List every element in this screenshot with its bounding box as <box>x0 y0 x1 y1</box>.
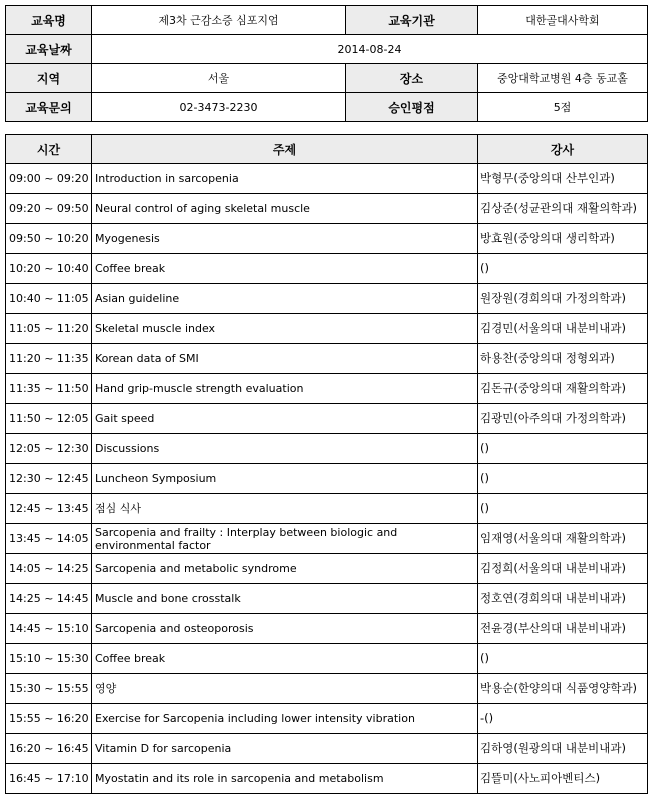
schedule-header-row <box>6 135 648 164</box>
time-cell: 09:20 ~ 09:50 <box>6 194 92 224</box>
time-cell: 12:30 ~ 12:45 <box>6 464 92 494</box>
table-row <box>6 434 648 464</box>
speaker-cell: 김하영(원광의대 내분비내과) <box>478 734 648 764</box>
speaker-cell: 김광민(아주의대 가정의학과) <box>478 404 648 434</box>
table-row <box>6 464 648 494</box>
table-row <box>6 314 648 344</box>
speaker-cell: () <box>478 434 648 464</box>
topic-cell: Korean data of SMI <box>92 344 478 374</box>
topic-cell: Myostatin and its role in sarcopenia and metabolism <box>92 764 478 794</box>
time-cell: 10:40 ~ 11:05 <box>6 284 92 314</box>
speaker-cell: 박용순(한양의대 식품영양학과) <box>478 674 648 704</box>
speaker-cell: 김뜰미(사노피아벤티스) <box>478 764 648 794</box>
table-row <box>6 374 648 404</box>
topic-cell: Myogenesis <box>92 224 478 254</box>
table-row <box>6 404 648 434</box>
info-row-contact <box>6 93 648 122</box>
table-row <box>6 194 648 224</box>
topic-cell: Vitamin D for sarcopenia <box>92 734 478 764</box>
region-value: 서울 <box>92 64 346 93</box>
time-column-header: 시간 <box>6 135 92 164</box>
table-row <box>6 164 648 194</box>
speaker-cell: 원장원(경희의대 가정의학과) <box>478 284 648 314</box>
time-cell: 15:10 ~ 15:30 <box>6 644 92 674</box>
course-info-table <box>5 5 648 122</box>
time-cell: 11:20 ~ 11:35 <box>6 344 92 374</box>
schedule-body <box>6 164 648 794</box>
table-row <box>6 524 648 554</box>
time-cell: 14:25 ~ 14:45 <box>6 584 92 614</box>
speaker-cell: 김상준(성균관의대 재활의학과) <box>478 194 648 224</box>
time-cell: 14:05 ~ 14:25 <box>6 554 92 584</box>
time-cell: 14:45 ~ 15:10 <box>6 614 92 644</box>
info-row-location <box>6 64 648 93</box>
topic-cell: Introduction in sarcopenia <box>92 164 478 194</box>
speaker-cell: 임재영(서울의대 재활의학과) <box>478 524 648 554</box>
topic-cell: Discussions <box>92 434 478 464</box>
time-cell: 16:20 ~ 16:45 <box>6 734 92 764</box>
topic-cell: Sarcopenia and frailty : Interplay between biologic and environmental factor <box>92 524 478 554</box>
topic-cell: Sarcopenia and osteoporosis <box>92 614 478 644</box>
contact-value: 02-3473-2230 <box>92 93 346 122</box>
speaker-cell: 박형무(중앙의대 산부인과) <box>478 164 648 194</box>
table-row <box>6 764 648 794</box>
topic-cell: Sarcopenia and metabolic syndrome <box>92 554 478 584</box>
time-cell: 11:35 ~ 11:50 <box>6 374 92 404</box>
institution-value: 대한골대사학회 <box>478 6 648 35</box>
table-row <box>6 344 648 374</box>
speaker-column-header: 강사 <box>478 135 648 164</box>
contact-label: 교육문의 <box>6 93 92 122</box>
table-row <box>6 704 648 734</box>
credit-value: 5점 <box>478 93 648 122</box>
speaker-cell: 전윤경(부산의대 내분비내과) <box>478 614 648 644</box>
info-row-date <box>6 35 648 64</box>
institution-label: 교육기관 <box>346 6 478 35</box>
table-row <box>6 614 648 644</box>
table-row <box>6 284 648 314</box>
time-cell: 09:50 ~ 10:20 <box>6 224 92 254</box>
info-row-title <box>6 6 648 35</box>
topic-column-header: 주제 <box>92 135 478 164</box>
time-cell: 15:55 ~ 16:20 <box>6 704 92 734</box>
topic-cell: Gait speed <box>92 404 478 434</box>
topic-cell: 영양 <box>92 674 478 704</box>
topic-cell: Neural control of aging skeletal muscle <box>92 194 478 224</box>
region-label: 지역 <box>6 64 92 93</box>
topic-cell: 점심 식사 <box>92 494 478 524</box>
course-name-value: 제3차 근감소증 심포지엄 <box>92 6 346 35</box>
speaker-cell: () <box>478 464 648 494</box>
time-cell: 11:05 ~ 11:20 <box>6 314 92 344</box>
speaker-cell: 김돈규(중앙의대 재활의학과) <box>478 374 648 404</box>
topic-cell: Muscle and bone crosstalk <box>92 584 478 614</box>
topic-cell: Coffee break <box>92 254 478 284</box>
time-cell: 15:30 ~ 15:55 <box>6 674 92 704</box>
time-cell: 12:45 ~ 13:45 <box>6 494 92 524</box>
date-value: 2014-08-24 <box>92 35 648 64</box>
schedule-table <box>5 134 648 794</box>
speaker-cell: () <box>478 494 648 524</box>
table-row <box>6 584 648 614</box>
table-row <box>6 674 648 704</box>
speaker-cell: 하용찬(중앙의대 정형외과) <box>478 344 648 374</box>
time-cell: 09:00 ~ 09:20 <box>6 164 92 194</box>
topic-cell: Asian guideline <box>92 284 478 314</box>
topic-cell: Coffee break <box>92 644 478 674</box>
time-cell: 11:50 ~ 12:05 <box>6 404 92 434</box>
topic-cell: Exercise for Sarcopenia including lower intensity vibration <box>92 704 478 734</box>
speaker-cell: -() <box>478 704 648 734</box>
date-label: 교육날짜 <box>6 35 92 64</box>
speaker-cell: 방효원(중앙의대 생리학과) <box>478 224 648 254</box>
topic-cell: Skeletal muscle index <box>92 314 478 344</box>
time-cell: 16:45 ~ 17:10 <box>6 764 92 794</box>
time-cell: 13:45 ~ 14:05 <box>6 524 92 554</box>
topic-cell: Hand grip-muscle strength evaluation <box>92 374 478 404</box>
table-row <box>6 494 648 524</box>
credit-label: 승인평점 <box>346 93 478 122</box>
table-row <box>6 734 648 764</box>
speaker-cell: 정호연(경희의대 내분비내과) <box>478 584 648 614</box>
table-row <box>6 644 648 674</box>
table-row <box>6 554 648 584</box>
time-cell: 12:05 ~ 12:30 <box>6 434 92 464</box>
speaker-cell: 김정희(서울의대 내분비내과) <box>478 554 648 584</box>
topic-cell: Luncheon Symposium <box>92 464 478 494</box>
speaker-cell: 김경민(서울의대 내분비내과) <box>478 314 648 344</box>
venue-label: 장소 <box>346 64 478 93</box>
speaker-cell: () <box>478 644 648 674</box>
table-row <box>6 224 648 254</box>
table-row <box>6 254 648 284</box>
time-cell: 10:20 ~ 10:40 <box>6 254 92 284</box>
course-name-label: 교육명 <box>6 6 92 35</box>
venue-value: 중앙대학교병원 4층 동교홀 <box>478 64 648 93</box>
speaker-cell: () <box>478 254 648 284</box>
